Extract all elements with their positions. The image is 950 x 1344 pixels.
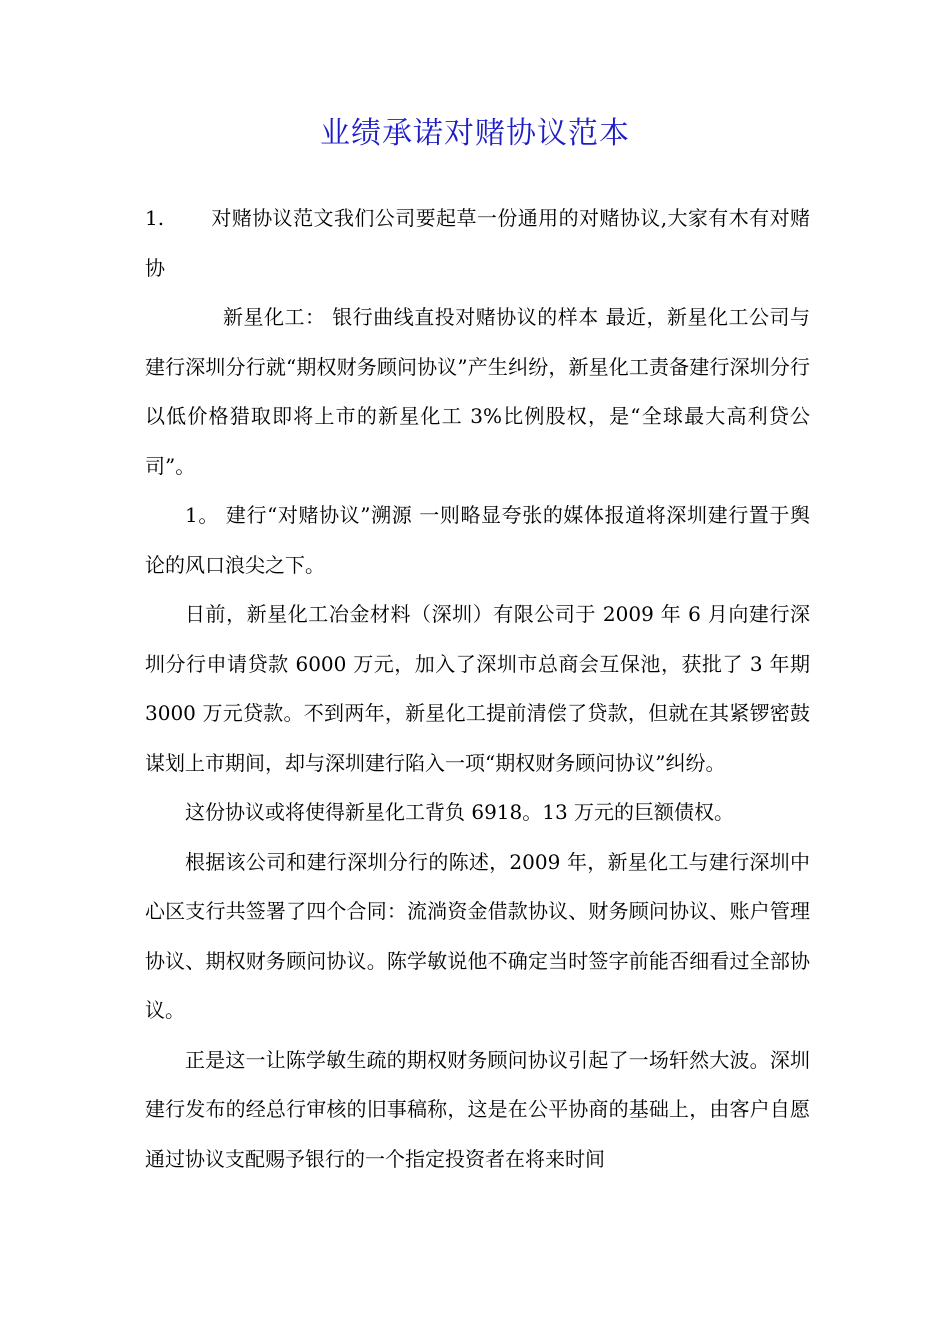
- paragraph: 日前，新星化工冶金材料（深圳）有限公司于 2009 年 6 月向建行深圳分行申请贷款 6000 万元，加入了深圳市总商会互保池，获批了 3 年期 3000 万元贷款。不到两年，新星化工提前清偿了贷款，但就在其紧锣密鼓谋划上市期间，却与深圳建行陷入一项“期权财务顾问协议”纠纷。: [145, 602, 810, 775]
- item-text: 对赌协议范文我们公司要起草一份通用的对赌协议,大家有木有对赌协: [145, 206, 810, 280]
- paragraph: 这份协议或将使得新星化工背负 6918。13 万元的巨额债权。: [185, 800, 735, 824]
- paragraph: 新星化工： 银行曲线直投对赌协议的样本 最近，新星化工公司与建行深圳分行就“期权财务顾问协议”产生纠纷，新星化工责备建行深圳分行以低价格猎取即将上市的新星化工 3%比例股权，是“全球最大高利贷公司”。: [145, 305, 810, 478]
- paragraph: 1。 建行“对赌协议”溯源 一则略显夸张的媒体报道将深圳建行置于舆论的风口浪尖之下。: [145, 503, 810, 577]
- numbered-item: [145, 194, 810, 293]
- paragraph: 正是这一让陈学敏生疏的期权财务顾问协议引起了一场轩然大波。深圳建行发布的经总行审核的旧事稿称，这是在公平协商的基础上，由客户自愿通过协议支配赐予银行的一个指定投资者在将来时间: [145, 1047, 810, 1171]
- item-number: 1.: [145, 206, 165, 230]
- paragraph: 根据该公司和建行深圳分行的陈述，2009 年，新星化工与建行深圳中心区支行共签署了四个合同：流淌资金借款协议、财务顾问协议、账户管理协议、期权财务顾问协议。陈学敏说他不确定当时签字前能否细看过全部协议。: [145, 849, 810, 1022]
- document-body: [145, 194, 810, 1184]
- document-title: 业绩承诺对赌协议范本: [320, 116, 630, 151]
